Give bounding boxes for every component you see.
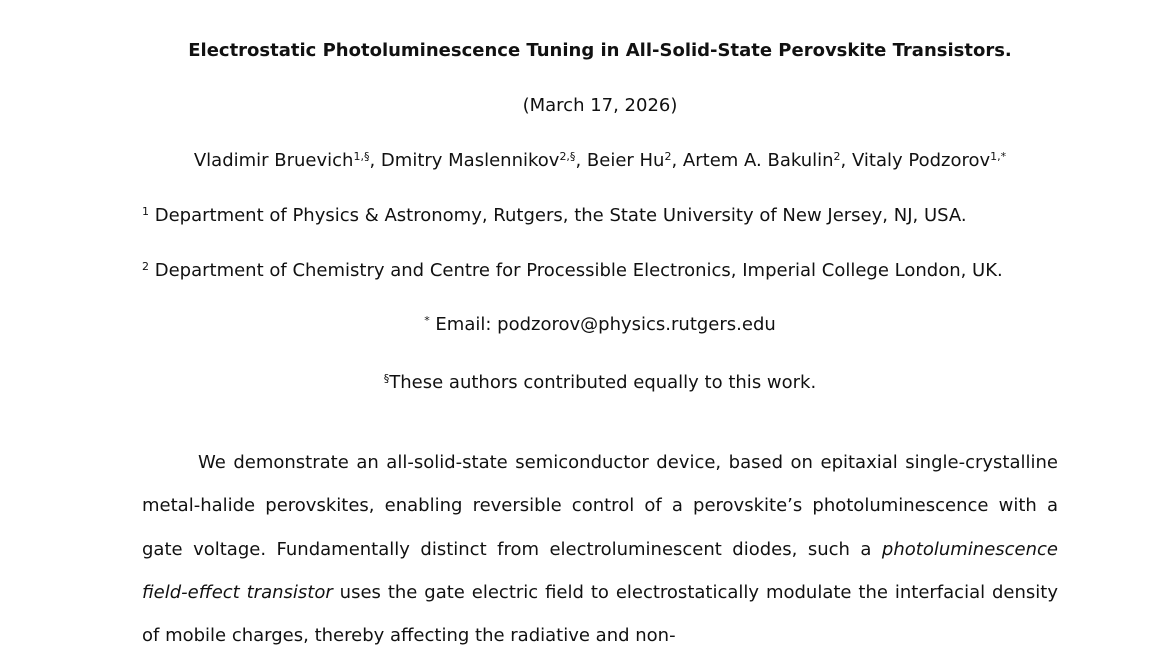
corresponding-email [0, 314, 1152, 335]
author-list [0, 150, 1152, 171]
affiliation-text: Department of Physics & Astronomy, Rutgers, the State University of New Jersey, NJ, USA. [149, 205, 967, 226]
author-separator: , [369, 150, 381, 171]
author-superscript: 2,§ [559, 150, 576, 163]
equal-contribution-mark: § [383, 372, 390, 385]
author-separator: , [840, 150, 852, 171]
affiliation-mark: 2 [142, 260, 149, 273]
email-mark: * [424, 314, 430, 327]
author-superscript: 2 [833, 150, 841, 163]
author-superscript: 1,* [990, 150, 1007, 163]
affiliation-text: Department of Chemistry and Centre for Processible Electronics, Imperial College London, UK. [149, 260, 1003, 281]
author-name: Dmitry Maslennikov [380, 150, 560, 171]
author-name: Vladimir Bruevich [193, 150, 354, 171]
author-superscript: 2 [664, 150, 672, 163]
author-separator: , [671, 150, 683, 171]
affiliation-1 [142, 205, 967, 226]
email-text: Email: podzorov@physics.rutgers.edu [429, 314, 776, 335]
paper-date: (March 17, 2026) [522, 95, 678, 116]
author-name: Beier Hu [586, 150, 665, 171]
author-superscript: 1,§ [353, 150, 370, 163]
abstract-paragraph [142, 441, 1058, 657]
equal-contribution-text: These authors contributed equally to this work. [389, 372, 817, 393]
paper-title: Electrostatic Photoluminescence Tuning in All-Solid-State Perovskite Transistors. [188, 40, 1012, 61]
affiliation-2 [142, 260, 1003, 281]
abstract-text-end: uses the gate electric field to electrostatically modulate the interfacial density of mobile charges, thereby affecting the radiative and non- [142, 581, 1059, 647]
equal-contribution-note [0, 372, 1152, 393]
author-name: Vitaly Podzorov [851, 150, 991, 171]
abstract-emphasis: photoluminescence field-effect transistor [142, 538, 1058, 603]
author-name: Artem A. Bakulin [682, 150, 834, 171]
author-separator: , [575, 150, 587, 171]
affiliation-mark: 1 [142, 205, 149, 218]
abstract-text-start: We demonstrate an all-solid-state semiconductor device, based on epitaxial single-crystalline metal-halide perovskites, enabling reversible control of a perovskite’s photoluminescence with a gate voltage. Fundamentally distinct from electroluminescent diodes, such a [142, 452, 1058, 560]
